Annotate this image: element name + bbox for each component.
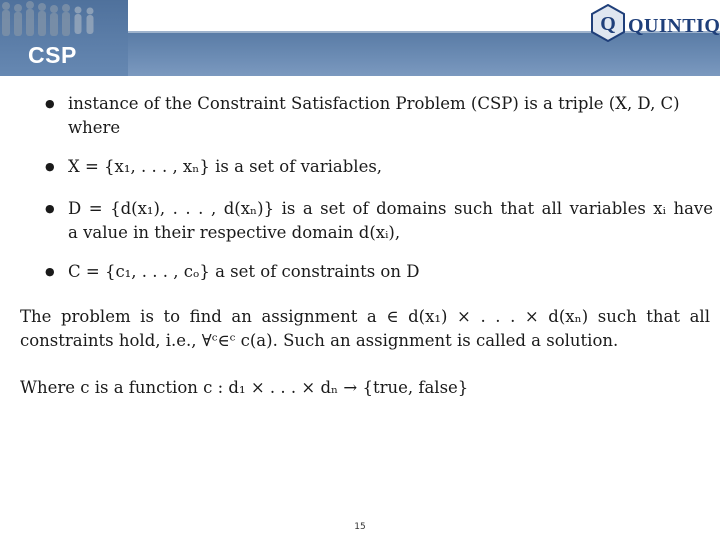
- bullet-domains: [68, 197, 713, 245]
- problem-paragraph: [20, 305, 710, 353]
- paragraph-line: constraints hold, i.e., ∀ᶜ∈ᶜ c(a). Such an assignment is called a solution.: [20, 331, 619, 350]
- bullet-constraints: [68, 260, 713, 284]
- bullet-line: ● D = {d(x₁), . . . , d(xₙ)} is a set of domains such that all variables xᵢ have: [68, 199, 713, 218]
- logo-badge-letter: Q: [600, 13, 616, 35]
- bullet-line: a value in their respective domain d(xᵢ),: [68, 223, 401, 242]
- function-paragraph: [20, 376, 710, 400]
- bullet-line: ● X = {x₁, . . . , xₙ} is a set of variables,: [68, 157, 383, 176]
- bullet-variables: [68, 155, 713, 179]
- page-number: 15: [354, 522, 366, 532]
- bullet-line: ● instance of the Constraint Satisfaction Problem (CSP) is a triple (X, D, C): [68, 94, 680, 113]
- slide-title: CSP: [28, 42, 77, 68]
- bullet-csp-definition: [68, 92, 713, 140]
- bullet-line: ● C = {c₁, . . . , cₒ} a set of constraints on D: [68, 262, 420, 281]
- logo-text: QUINTIQ: [628, 15, 720, 37]
- bullet-line: where: [68, 118, 121, 137]
- paragraph-line: The problem is to find an assignment a ∈ d(x₁) × . . . × d(xₙ) such that all: [20, 307, 710, 326]
- paragraph-line: Where c is a function c : d₁ × . . . × dₙ → {true, false}: [20, 378, 469, 397]
